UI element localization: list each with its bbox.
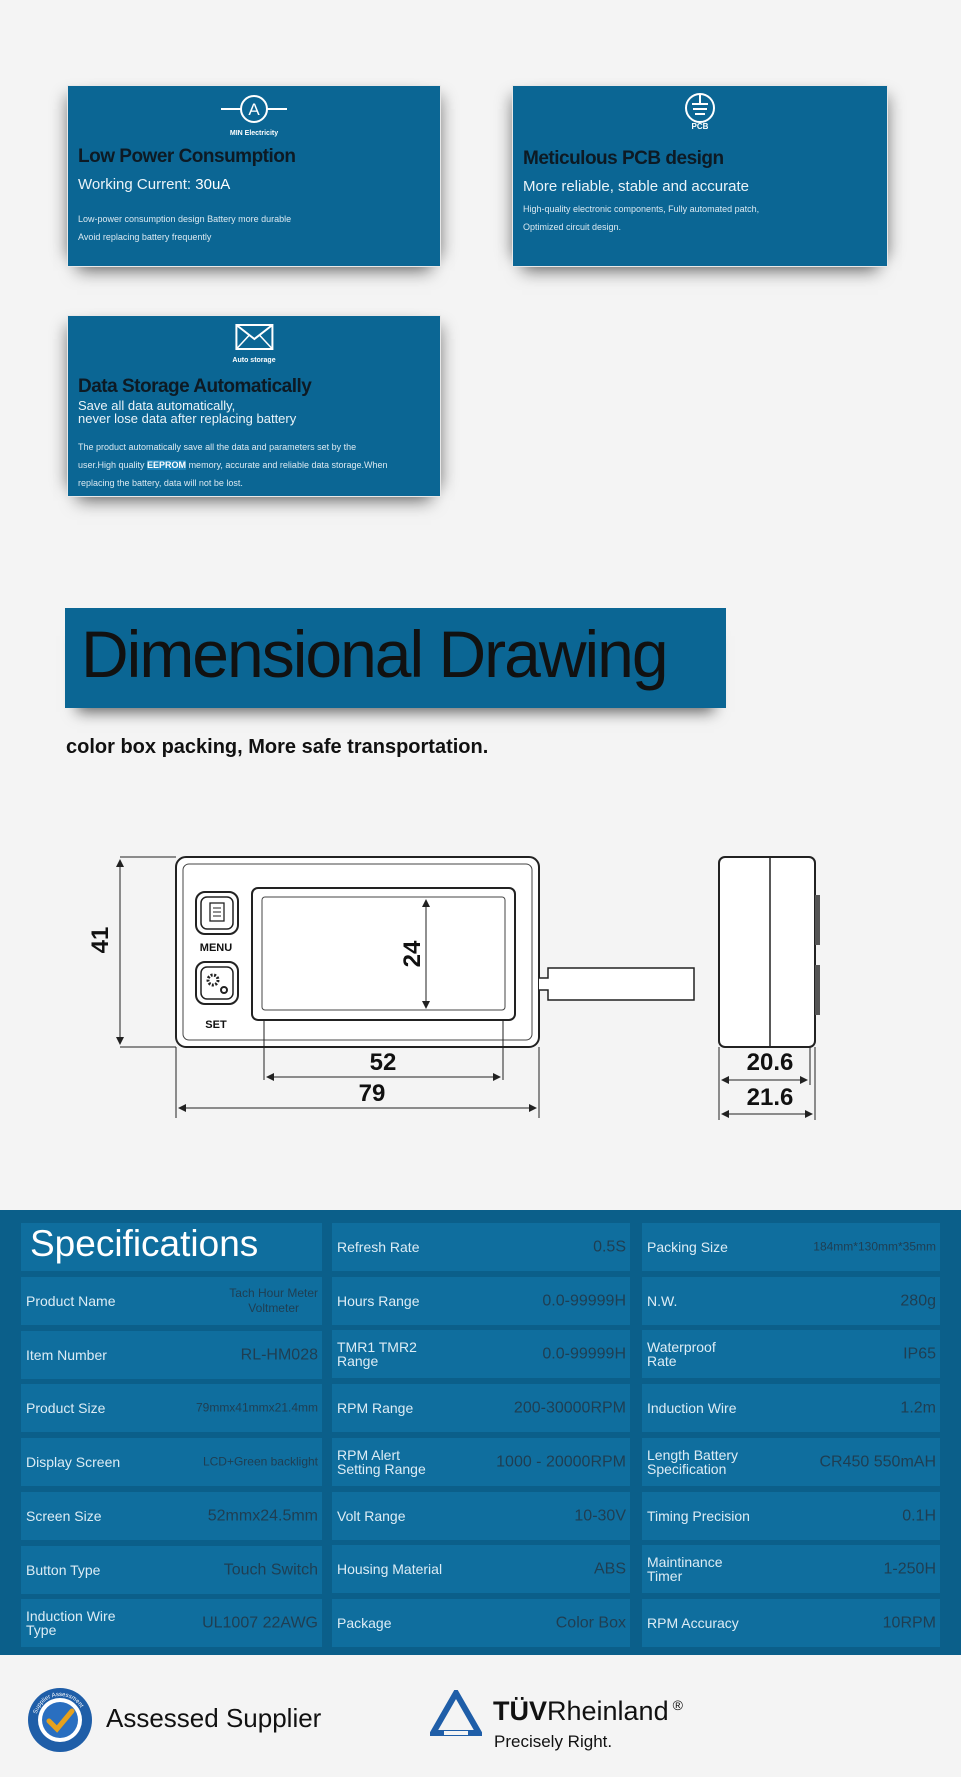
spec-row	[332, 1384, 630, 1432]
feature-subtitle: Working Current: 30uA	[78, 176, 231, 193]
spec-value: 200-30000RPM	[513, 1399, 626, 1417]
assessed-supplier-label: Assessed Supplier	[106, 1703, 322, 1733]
feature-description: High-quality electronic components, Fully automated patch, Optimized circuit design.	[523, 204, 760, 232]
spec-row	[332, 1545, 630, 1593]
spec-key: RPM Accuracy	[647, 1614, 739, 1631]
icon-label: Auto storage	[232, 357, 276, 364]
spec-row	[642, 1277, 940, 1325]
spec-value: 79mmx41mmx21.4mm	[195, 1400, 318, 1415]
spec-key: Button Type	[26, 1561, 101, 1578]
supplier-seal-icon	[26, 1686, 94, 1759]
spec-key: Induction Wire Type	[26, 1608, 116, 1639]
spec-row	[21, 1599, 322, 1647]
dim-width: 79	[358, 1080, 386, 1107]
set-label: SET	[205, 1019, 227, 1031]
spec-row	[332, 1599, 630, 1647]
packing-tagline: color box packing, More safe transportation.	[66, 736, 489, 758]
spec-key: Timing Precision	[647, 1507, 750, 1524]
spec-row	[642, 1438, 940, 1486]
spec-key: N.W.	[647, 1292, 678, 1309]
spec-row	[642, 1492, 940, 1540]
tuv-slogan: Precisely Right.	[494, 1732, 613, 1751]
dimensional-drawing	[0, 830, 961, 1130]
spec-key: Length Battery Specification	[647, 1446, 739, 1477]
svg-text:A: A	[248, 100, 260, 119]
spec-value: 280g	[900, 1292, 936, 1310]
spec-row	[21, 1546, 322, 1594]
dim-depth-1: 20.6	[746, 1049, 794, 1076]
spec-row	[332, 1492, 630, 1540]
dim-height: 41	[87, 926, 114, 954]
dim-screen-height: 24	[399, 940, 426, 968]
svg-text:PCB: PCB	[691, 122, 709, 130]
spec-value: UL1007 22AWG	[202, 1614, 318, 1632]
menu-label: MENU	[199, 942, 233, 954]
feature-title: Data Storage Automatically	[78, 376, 312, 397]
spec-value: 52mmx24.5mm	[207, 1507, 318, 1525]
dimensional-drawing-banner	[65, 608, 726, 708]
spec-title: Specifications	[30, 1223, 259, 1264]
feature-description: The product automatically save all the data and parameters set by the user.High quality EEPROM memory, accurate and reliable data storage.When replacing the battery, data will not be lost.	[78, 442, 388, 488]
spec-key: Item Number	[26, 1346, 107, 1363]
spec-key: Screen Size	[26, 1507, 102, 1524]
spec-value: 10RPM	[882, 1614, 936, 1632]
spec-key: Display Screen	[26, 1454, 121, 1471]
menu-button-drawing	[196, 892, 238, 954]
spec-value: 184mm*130mm*35mm	[813, 1239, 936, 1254]
feature-card-low-power	[67, 85, 441, 267]
spec-value: 10-30V	[574, 1507, 626, 1524]
tuv-brand: TÜVRheinland ®	[493, 1696, 683, 1726]
spec-value: Color Box	[555, 1614, 626, 1632]
spec-key: Housing Material	[337, 1561, 443, 1578]
spec-row	[642, 1330, 940, 1378]
spec-value: 0.5S	[593, 1238, 626, 1256]
spec-value: 1.2m	[900, 1399, 936, 1417]
envelope-icon	[232, 323, 275, 364]
spec-value: CR450 550mAH	[819, 1453, 936, 1471]
pcb-icon	[678, 92, 722, 135]
spec-row	[332, 1330, 630, 1378]
spec-value: 0.1H	[902, 1507, 936, 1524]
spec-key: Waterproof Rate	[647, 1339, 716, 1370]
spec-key: Product Name	[26, 1293, 116, 1309]
spec-key: Product Size	[26, 1400, 106, 1417]
feature-card-pcb	[512, 85, 888, 267]
meter-side-body	[719, 857, 815, 1047]
spec-row	[642, 1223, 940, 1271]
spec-row	[642, 1384, 940, 1432]
spec-value: Tach Hour Meter Voltmeter	[229, 1286, 318, 1315]
feature-card-data-storage	[67, 315, 441, 497]
dim-screen-width: 52	[369, 1049, 397, 1076]
spec-value: 0.0-99999H	[542, 1345, 626, 1363]
banner-title: Dimensional Drawing	[81, 617, 667, 691]
spec-key: Refresh Rate	[337, 1239, 420, 1255]
spec-value: LCD+Green backlight	[202, 1454, 318, 1469]
spec-value: Touch Switch	[223, 1561, 318, 1578]
spec-row	[642, 1545, 940, 1593]
spec-key: Package	[337, 1614, 392, 1631]
spec-value: 0.0-99999H	[542, 1292, 626, 1310]
spec-row	[21, 1331, 322, 1379]
icon-label: MIN Electricity	[229, 130, 279, 137]
spec-value: 1000 - 20000RPM	[496, 1453, 626, 1471]
spec-key: RPM Range	[337, 1400, 414, 1417]
spec-key: Maintinance Timer	[647, 1554, 723, 1585]
spec-key: Volt Range	[337, 1507, 406, 1524]
spec-key: TMR1 TMR2 Range	[337, 1339, 417, 1370]
spec-row	[642, 1599, 940, 1647]
spec-row	[332, 1438, 630, 1486]
feature-subtitle: More reliable, stable and accurate	[523, 178, 749, 195]
spec-row	[21, 1438, 322, 1486]
spec-row	[21, 1384, 322, 1432]
spec-value: 1-250H	[883, 1560, 936, 1578]
spec-value: ABS	[593, 1560, 626, 1578]
spec-value: IP65	[903, 1345, 936, 1363]
spec-row	[21, 1492, 322, 1540]
spec-key: Packing Size	[647, 1239, 728, 1255]
tuv-logo-icon	[430, 1690, 482, 1741]
spec-key: RPM Alert Setting Range	[337, 1446, 426, 1477]
spec-key: Induction Wire	[647, 1400, 737, 1417]
feature-subtitle: Save all data automatically, never lose data after replacing battery	[78, 398, 297, 426]
feature-description: Low-power consumption design Battery more durable Avoid replacing battery frequently	[78, 214, 292, 242]
spec-row	[332, 1277, 630, 1325]
ammeter-icon	[219, 94, 289, 137]
spec-key: Hours Range	[337, 1292, 420, 1309]
spec-row	[332, 1223, 630, 1271]
svg-text:Supplier Assessment: Supplier Assessment	[32, 1691, 85, 1715]
feature-title: Meticulous PCB design	[523, 148, 724, 169]
dim-depth-2: 21.6	[746, 1084, 794, 1111]
spec-row	[21, 1277, 322, 1325]
spec-value: RL-HM028	[240, 1346, 318, 1364]
feature-title: Low Power Consumption	[78, 146, 296, 167]
lcd-screen-outline	[252, 888, 515, 1020]
